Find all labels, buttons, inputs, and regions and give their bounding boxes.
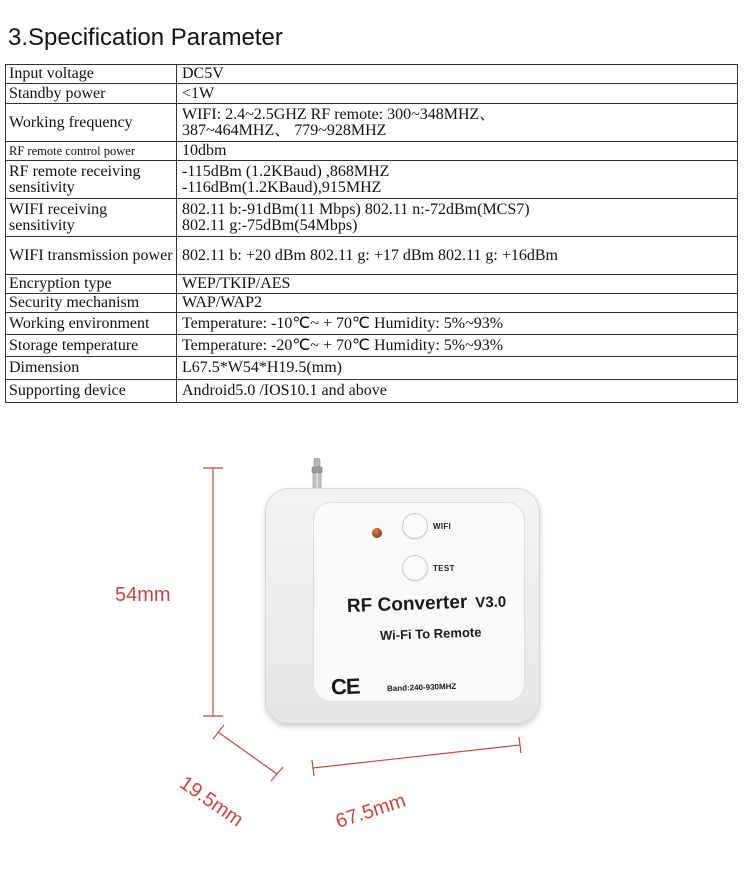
spec-label: WIFI receiving sensitivity	[6, 199, 177, 237]
spec-value-line: -116dBm(1.2KBaud),915MHZ	[182, 178, 382, 196]
height-dimension-label: 54mm	[115, 584, 171, 606]
rf-converter-device	[265, 458, 540, 726]
spec-label: Dimension	[6, 357, 177, 380]
spec-label: RF remote control power	[6, 142, 177, 161]
spec-label: Standby power	[6, 84, 177, 104]
spec-value-line: 387~464MHZ、 779~928MHZ	[182, 121, 387, 139]
spec-label: WIFI transmission power	[6, 237, 177, 275]
test-button	[403, 556, 427, 580]
spec-value-line: Android5.0 /IOS10.1 and above	[182, 382, 387, 399]
spec-label: Working frequency	[6, 104, 177, 142]
spec-label: Storage temperature	[6, 335, 177, 357]
section-heading: 3.Specification Parameter	[8, 24, 283, 51]
depth-dimension-cap-b	[271, 767, 283, 781]
ce-mark-icon: CE	[330, 673, 360, 700]
spec-label: Security mechanism	[6, 294, 177, 313]
width-dimension-line	[313, 745, 520, 768]
spec-value-line: 10dbm	[182, 142, 227, 159]
spec-value-line: Temperature: -20℃~ + 70℃ Humidity: 5%~93%	[182, 336, 504, 354]
test-button-label: TEST	[433, 564, 455, 573]
device-name: RF Converter	[346, 591, 468, 617]
wifi-button	[403, 514, 427, 538]
band-label: Band:240-930MHZ	[386, 681, 457, 694]
spec-label: Supporting device	[6, 380, 177, 403]
width-dimension-label: 67.5mm	[333, 789, 409, 833]
device-version: V3.0	[475, 593, 507, 612]
spec-value-line: WEP/TKIP/AES	[182, 275, 291, 292]
depth-dimension-label: 19.5mm	[175, 772, 248, 832]
spec-value-line: WAP/WAP2	[182, 294, 263, 311]
depth-dimension-line	[218, 732, 277, 774]
spec-value-line: 802.11 b:-91dBm(11 Mbps) 802.11 n:-72dBm(MCS7)	[182, 200, 530, 218]
spec-value-line: L67.5*W54*H19.5(mm)	[182, 359, 342, 376]
spec-value-line: 802.11 b: +20 dBm 802.11 g: +17 dBm 802.11 g: +16dBm	[182, 246, 558, 264]
status-led-icon	[372, 528, 382, 538]
spec-label: RF remote receiving sensitivity	[6, 161, 177, 199]
device-subtitle: Wi-Fi To Remote	[379, 624, 482, 643]
spec-label: Working environment	[6, 313, 177, 335]
spec-value-line: Temperature: -10℃~ + 70℃ Humidity: 5%~93%	[182, 314, 504, 332]
spec-value-line: DC5V	[182, 65, 224, 82]
spec-value-line: 802.11 g:-75dBm(54Mbps)	[182, 216, 358, 234]
spec-value-line: <1W	[182, 84, 215, 102]
spec-label: Input voltage	[6, 65, 177, 84]
spec-value-line: WIFI: 2.4~2.5GHZ RF remote: 300~348MHZ、	[182, 105, 496, 123]
wifi-button-label: WIFI	[433, 522, 452, 531]
spec-label: Encryption type	[6, 275, 177, 294]
depth-dimension-cap-a	[213, 725, 224, 739]
spec-value-line: -115dBm (1.2KBaud) ,868MHZ	[182, 162, 390, 180]
